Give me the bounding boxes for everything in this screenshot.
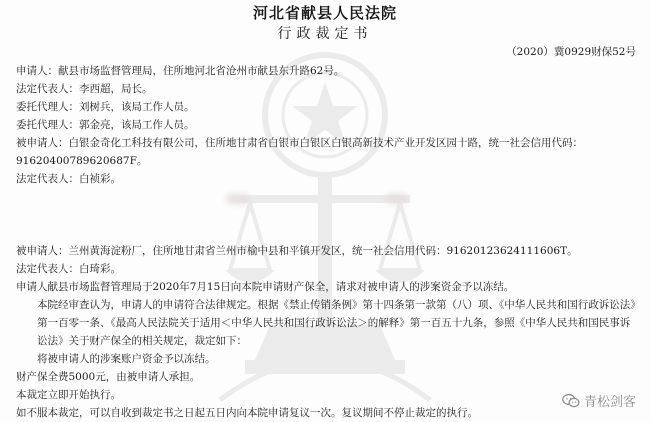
account-watermark [562, 391, 636, 410]
agent-line: 委托代理人：郭金亮，该局工作人员。 [16, 119, 195, 131]
case-number: （2020）冀0929财保52号 [506, 46, 636, 58]
wechat-icon [562, 393, 580, 409]
document-type: 行政裁定书 [277, 26, 373, 42]
court-name: 河北省献县人民法院 [252, 4, 397, 22]
agent-line: 委托代理人：刘树兵，该局工作人员。 [16, 101, 195, 113]
respondent-line: 被申请人：白银金奇化工科技有限公司，住所地甘肃省白银市白银区白银高新技术产业开发区园十路，统一社会信用代码： [16, 137, 583, 149]
legal-representative-line: 法定代表人：李西超，局长。 [16, 83, 153, 95]
ruling-item: 本裁定立即开始执行。 [16, 389, 121, 401]
respondent-line: 被申请人：兰州黄海淀粉厂，住所地甘肃省兰州市榆中县和平镇开发区，统一社会信用代码：91620123624111606T。 [16, 245, 578, 257]
watermark-text: 青松剑客 [583, 395, 636, 410]
redaction-mark [386, 194, 408, 204]
document-header [0, 4, 650, 44]
redaction-mark [226, 194, 250, 204]
ruling-section [16, 350, 636, 422]
parties-section-2 [16, 242, 636, 278]
ruling-item: 财产保全费5000元，由被申请人承担。 [16, 371, 201, 383]
ruling-item: 如不服本裁定，可以自收到裁定书之日起五日内向本院申请复议一次。复议期间不停止裁定的执行。 [16, 407, 478, 419]
applicant-line: 申请人：献县市场监督管理局，住所地河北省沧州市献县东升路62号。 [16, 65, 345, 77]
credit-code-line: 91620400789620687F。 [16, 155, 148, 167]
legal-representative-line: 法定代表人：白琦彩。 [16, 263, 121, 275]
redacted-section [16, 188, 636, 242]
legal-representative-line: 法定代表人：白祯彩。 [16, 173, 121, 185]
document-body [16, 62, 636, 422]
reasoning-section [16, 278, 636, 350]
reasoning-paragraph: 本院经审查认为，申请人的申请符合法律规定。根据《禁止传销条例》第十四条第一款第（八）项、《中华人民共和国行政诉讼法》第一百零一条、《最高人民法院关于适用＜中华人民共和国行政诉讼法＞的解释》第一百五十九条，参照《中华人民共和国民事诉讼法》关于财产保全的相关规定，裁定如下： [37, 299, 636, 347]
ruling-item: 将被申请人的涉案账户资金予以冻结。 [37, 353, 216, 365]
application-paragraph: 申请人献县市场监督管理局于2020年7月15日向本院申请财产保全，请求对被申请人的涉案资金予以冻结。 [16, 281, 515, 293]
parties-section-1 [16, 62, 636, 188]
